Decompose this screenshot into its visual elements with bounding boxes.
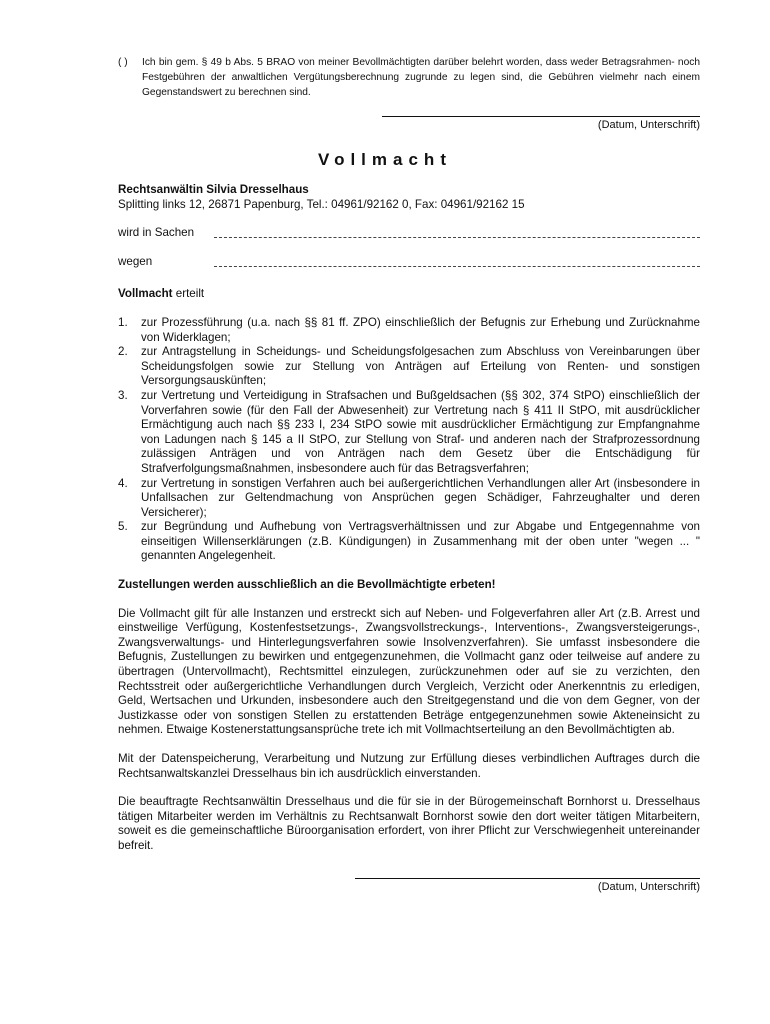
delivery-notice: Zustellungen werden ausschließlich an die Bevollmächtigte erbeten! xyxy=(118,578,496,592)
signature-line[interactable] xyxy=(355,878,700,879)
lawyer-address: Splitting links 12, 26871 Papenburg, Tel.: 04961/92162 0, Fax: 04961/92162 15 xyxy=(118,197,525,211)
list-item xyxy=(118,345,700,389)
matter-field-label: wegen xyxy=(118,254,153,268)
matter-field-row xyxy=(118,255,700,270)
grant-bold: Vollmacht xyxy=(118,287,173,301)
matter-field-blank[interactable] xyxy=(214,255,700,267)
list-item-number: 4. xyxy=(118,476,128,490)
list-item-text: zur Begründung und Aufhebung von Vertragsverhältnissen und zur Abgabe und Entgegennahme von einseitigen Willenserklärungen (z.B. Kündigungen) in Zusammenhang mit der oben unter "wegen ... " genannten Angelegenheit. xyxy=(141,520,700,563)
powers-list xyxy=(118,316,700,564)
document-title: Vollmacht xyxy=(318,150,452,169)
fee-notice xyxy=(118,55,700,100)
signature-caption: (Datum, Unterschrift) xyxy=(597,119,700,131)
list-item-number: 5. xyxy=(118,520,128,534)
list-item-number: 3. xyxy=(118,388,128,402)
list-item xyxy=(118,316,700,345)
grant-rest: erteilt xyxy=(172,287,205,301)
notice-text: Ich bin gem. § 49 b Abs. 5 BRAO von meiner Bevollmächtigten darüber belehrt worden, dass weder Betragsrahmen- noch Festgebühren der anwaltlichen Vergütungsberechnung zugrunde zu legen sind, die Gebühren vielmehr nach einem Gegenstandswert zu berechnen sind. xyxy=(142,57,700,98)
list-item xyxy=(118,477,700,521)
list-item xyxy=(118,520,700,564)
confidentiality-paragraph: Die beauftragte Rechtsanwältin Dresselhaus und die für sie in der Bürogemeinschaft Bornhorst u. Dresselhaus tätigen Mitarbeiter werden im Verhältnis zu Rechtsanwalt Bornhorst sowie den dort weiter tätigen Mitarbeitern, soweit es die gemeinschaftliche Büroorganisation erfordert, von ihrer Pflicht zur Verschwiegenheit untereinander befreit. xyxy=(118,795,700,852)
signature-caption: (Datum, Unterschrift) xyxy=(597,881,700,893)
case-field-blank[interactable] xyxy=(214,226,700,238)
data-consent-paragraph: Mit der Datenspeicherung, Verarbeitung und Nutzung zur Erfüllung dieses verbindlichen Auftrages durch die Rechtsanwaltskanzlei Dresselhaus bin ich ausdrücklich einverstanden. xyxy=(118,752,700,780)
list-item-number: 1. xyxy=(118,315,128,329)
signature-block-top xyxy=(382,116,700,131)
notice-checkbox[interactable]: ( ) xyxy=(118,57,128,68)
grant-statement xyxy=(118,287,700,302)
list-item-number: 2. xyxy=(118,345,128,359)
list-item-text: zur Antragstellung in Scheidungs- und Scheidungsfolgesachen zum Abschluss von Vereinbarungen über Scheidungsfolgen sowie zur Stellung von Anträgen auf Erteilung von Renten- und sonstigen Versorgungsauskünften; xyxy=(141,345,700,388)
lawyer-name: Rechtsanwältin Silvia Dresselhaus xyxy=(118,183,309,196)
case-field-label: wird in Sachen xyxy=(118,226,195,240)
scope-paragraph: Die Vollmacht gilt für alle Instanzen und erstreckt sich auf Neben- und Folgeverfahren aller Art (z.B. Arrest und einstweilige Verfügung, Kostenfestsetzungs-, Zwangsvollstreckungs-, Interventions-, Zwangsversteigerungs-, Zwangsverwaltungs- und Hinterlegungsverfahren sowie Insolvenzverfahren). Sie umfasst insbesondere die Befugnis, Zustellungen zu bewirken und entgegenzunehmen, die Vollmacht ganz oder teilweise auf andere zu übertragen (Untervollmacht), Rechtsmittel einzulegen, zurückzunehmen oder auf sie zu verzichten, den Rechtsstreit oder außergerichtliche Verhandlungen durch Vergleich, Verzicht oder Anerkenntnis zu erledigen, Geld, Wertsachen und Urkunden, insbesondere auch den Streitgegenstand und die von dem Gegner, von der Justizkasse oder von sonstigen Stellen zu erstattenden Beträge entgegenzunehmen sowie Akteneinsicht zu nehmen. Etwaige Kostenerstattungsansprüche trete ich mit Vollmachtserteilung an den Bevollmächtigten ab. xyxy=(118,606,700,737)
list-item-text: zur Prozessführung (u.a. nach §§ 81 ff. ZPO) einschließlich der Befugnis zur Erhebung und Zurücknahme von Widerklagen; xyxy=(141,315,700,344)
main-content xyxy=(118,183,700,854)
signature-line[interactable] xyxy=(382,116,700,117)
signature-block-bottom xyxy=(355,878,700,893)
list-item-text: zur Vertretung in sonstigen Verfahren auch bei außergerichtlichen Verhandlungen aller Art (insbesondere in Unfallsachen zur Geltendmachung von Ansprüchen gegen Schädiger, Fahrzeughalter und deren Versicherer); xyxy=(141,476,700,519)
case-field-row xyxy=(118,226,700,241)
list-item-text: zur Vertretung und Verteidigung in Strafsachen und Bußgeldsachen (§§ 302, 374 StPO) einschließlich der Vorverfahren sowie (für den Fall der Abwesenheit) zur Vertretung nach § 411 II StPO, mit ausdrücklicher Ermächtigung auch nach §§ 233 I, 234 StPO sowie mit ausdrücklicher Ermächtigung zur Empfangnahme von Ladungen nach § 145 a II StPO, zur Stellung von Straf- und anderen nach der Strafprozessordnung zulässigen Anträgen und von Anträgen nach dem Gesetz über die Entschädigung für Strafverfolgungsmaßnahmen, insbesondere auch für das Betragsverfahren; xyxy=(141,388,700,475)
list-item xyxy=(118,389,700,477)
